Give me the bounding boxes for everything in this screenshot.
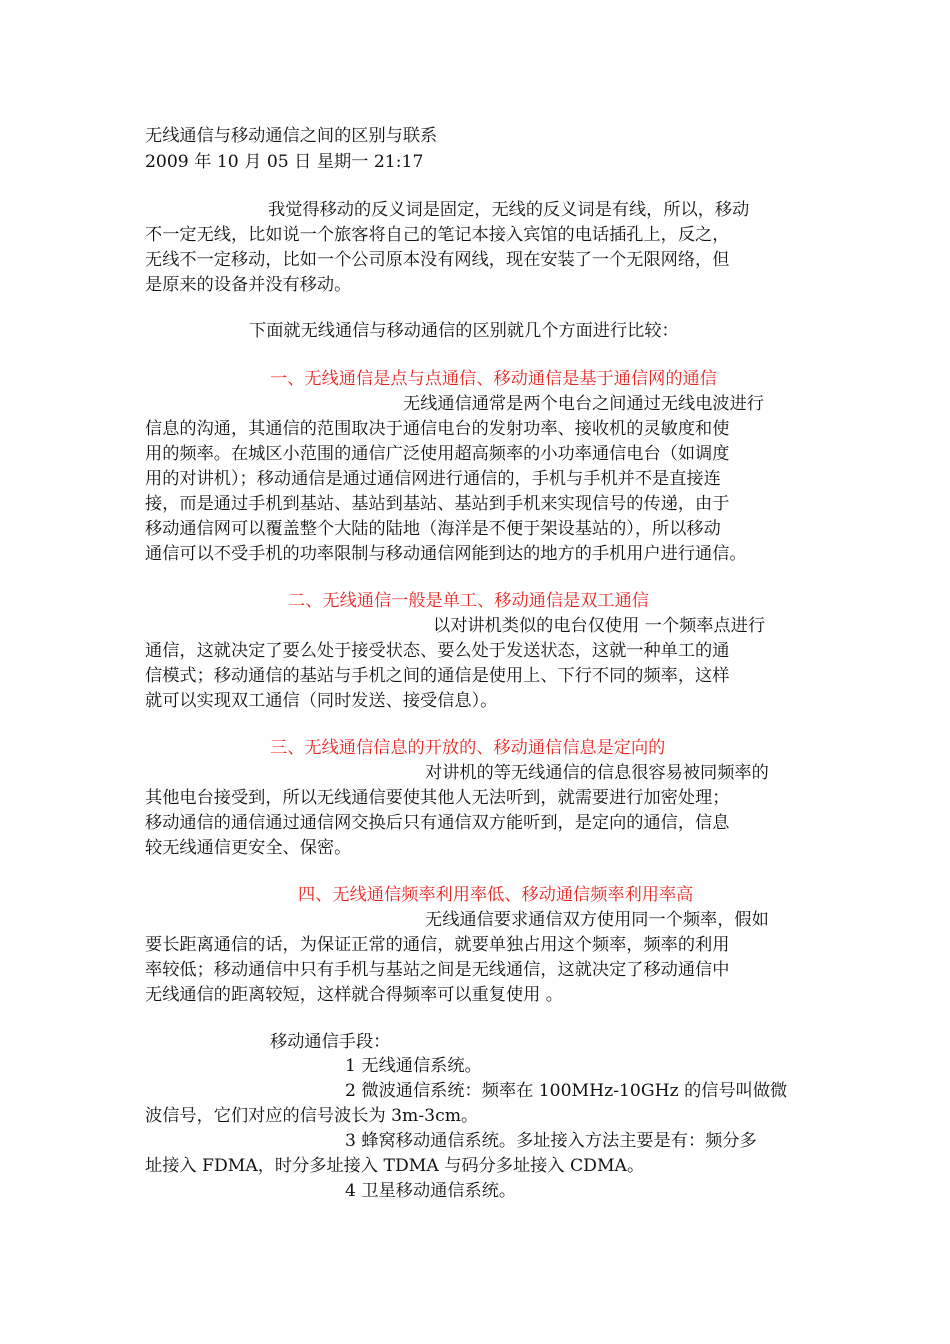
section-heading: 一、无线通信是点与点通信、移动通信是基于通信网的通信 xyxy=(270,369,717,389)
section-line: 无线通信通常是两个电台之间通过无线电波进行 xyxy=(403,394,764,414)
section-line: 用的对讲机）；移动通信是通过通信网进行通信的，手机与手机并不是直接连 xyxy=(145,469,721,489)
means-heading: 移动通信手段： xyxy=(270,1032,391,1052)
section-heading: 二、无线通信一般是单工、移动通信是双工通信 xyxy=(288,591,649,611)
section-line: 用的频率。在城区小范围的通信广泛使用超高频率的小功率通信电台（如调度 xyxy=(145,444,730,464)
section-line: 信模式；移动通信的基站与手机之间的通信是使用上、下行不同的频率，这样 xyxy=(145,666,730,686)
section-line: 移动通信网可以覆盖整个大陆的陆地（海洋是不便于架设基站的），所以移动 xyxy=(145,519,721,539)
section-line: 以对讲机类似的电台仅使用 一个频率点进行 xyxy=(433,616,766,636)
section-line: 接，而是通过手机到基站、基站到基站、基站到手机来实现信号的传递，由于 xyxy=(145,494,730,514)
document-title: 无线通信与移动通信之间的区别与联系 xyxy=(145,126,438,146)
means-item-continuation: 波信号，它们对应的信号波长为 3m-3cm。 xyxy=(145,1106,479,1126)
section-line: 移动通信的通信通过通信网交换后只有通信双方能听到，是定向的通信，信息 xyxy=(145,813,730,833)
section-line: 无线通信的距离较短，这样就合得频率可以重复使用 。 xyxy=(145,985,563,1005)
post-datetime: 2009 年 10 月 05 日 星期一 21:17 xyxy=(145,152,424,172)
section-heading: 四、无线通信频率利用率低、移动通信频率利用率高 xyxy=(298,885,694,905)
section-line: 要长距离通信的话，为保证正常的通信，就要单独占用这个频率，频率的利用 xyxy=(145,935,730,955)
section-line: 就可以实现双工通信（同时发送、接受信息）。 xyxy=(145,691,498,711)
means-item: 4 卫星移动通信系统。 xyxy=(345,1181,517,1201)
means-item: 1 无线通信系统。 xyxy=(345,1056,482,1076)
intro-line: 我觉得移动的反义词是固定，无线的反义词是有线，所以，移动 xyxy=(268,200,750,220)
section-line: 无线通信要求通信双方使用同一个频率，假如 xyxy=(425,910,769,930)
intro-line: 不一定无线，比如说一个旅客将自己的笔记本接入宾馆的电话插孔上，反之， xyxy=(145,225,730,245)
section-line: 率较低；移动通信中只有手机与基站之间是无线通信，这就决定了移动通信中 xyxy=(145,960,730,980)
section-line: 通信可以不受手机的功率限制与移动通信网能到达的地方的手机用户进行通信。 xyxy=(145,544,747,564)
section-line: 较无线通信更安全、保密。 xyxy=(145,838,352,858)
section-line: 信息的沟通，其通信的范围取决于通信电台的发射功率、接收机的灵敏度和使 xyxy=(145,419,730,439)
intro-line: 是原来的设备并没有移动。 xyxy=(145,275,352,295)
section-heading: 三、无线通信信息的开放的、移动通信信息是定向的 xyxy=(270,738,666,758)
section-line: 对讲机的等无线通信的信息很容易被同频率的 xyxy=(425,763,769,783)
means-item: 3 蜂窝移动通信系统。多址接入方法主要是有：频分多 xyxy=(345,1131,757,1151)
section-line: 通信，这就决定了要么处于接受状态、要么处于发送状态，这就一种单工的通 xyxy=(145,641,730,661)
section-line: 其他电台接受到，所以无线通信要使其他人无法听到，就需要进行加密处理； xyxy=(145,788,730,808)
means-item-continuation: 址接入 FDMA，时分多址接入 TDMA 与码分多址接入 CDMA。 xyxy=(145,1156,645,1176)
means-item: 2 微波通信系统：频率在 100MHz-10GHz 的信号叫做微 xyxy=(345,1081,788,1101)
intro-line: 无线不一定移动，比如一个公司原本没有网线，现在安装了一个无限网络，但 xyxy=(145,250,730,270)
lead-sentence: 下面就无线通信与移动通信的区别就几个方面进行比较： xyxy=(249,321,679,341)
